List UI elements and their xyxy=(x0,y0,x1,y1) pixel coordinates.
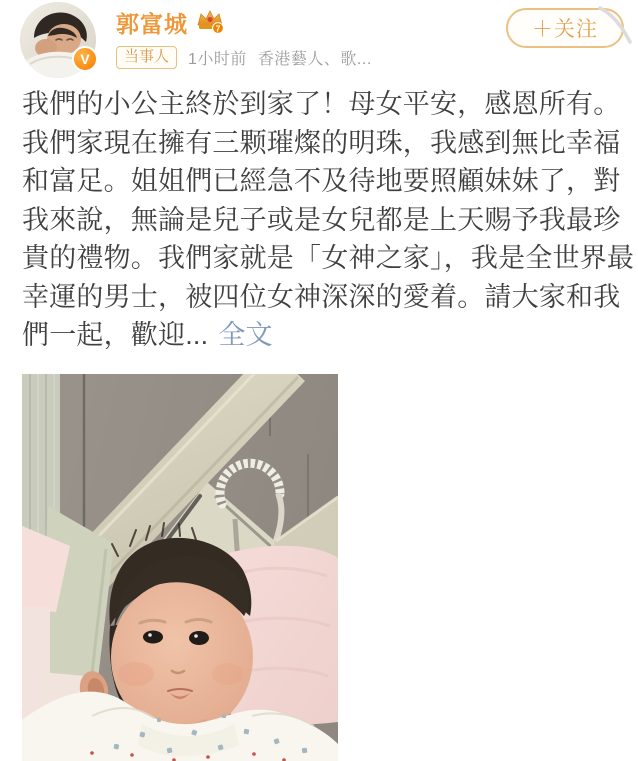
post-photo[interactable] xyxy=(22,374,338,761)
user-name-row xyxy=(116,7,225,37)
post-text-last-line xyxy=(22,316,628,355)
role-badge: 当事人 xyxy=(116,46,177,69)
follow-button[interactable]: ＋关注 xyxy=(506,8,624,48)
post-text-line: 貴的禮物。我們家就是「女神之家」，我是全世界最 xyxy=(22,243,635,273)
verified-v-badge: V xyxy=(72,46,98,72)
vip-level: 7 xyxy=(215,23,221,34)
post-text-line: 和富足。姐姐們已經急不及待地要照顧妹妹了，對 xyxy=(22,166,621,196)
post-meta-row xyxy=(116,44,372,70)
post-time: 1小时前 xyxy=(188,50,247,68)
post-text-line: 我來說，無論是兒子或是女兒都是上天赐予我最珍 xyxy=(22,204,621,235)
post-text-line: 幸運的男士，被四位女神深深的愛着。請大家和我 xyxy=(22,281,621,312)
full-text-link[interactable]: 全文 xyxy=(218,320,273,350)
vip-crown-icon xyxy=(195,9,225,35)
post-source: 香港藝人、歌... xyxy=(257,50,372,68)
chevron-down-icon[interactable] xyxy=(592,0,638,46)
post-text-line: 我們的小公主終於到家了！母女平安，感恩所有。 xyxy=(22,89,621,119)
post-text xyxy=(22,85,635,355)
post-text-line: 我們家現在擁有三颗璀燦的明珠，我感到無比幸福 xyxy=(22,127,621,158)
baby-photo-image xyxy=(22,374,338,761)
post-text-line: 們一起，歡迎... xyxy=(22,320,209,350)
username[interactable]: 郭富城 xyxy=(116,10,188,37)
